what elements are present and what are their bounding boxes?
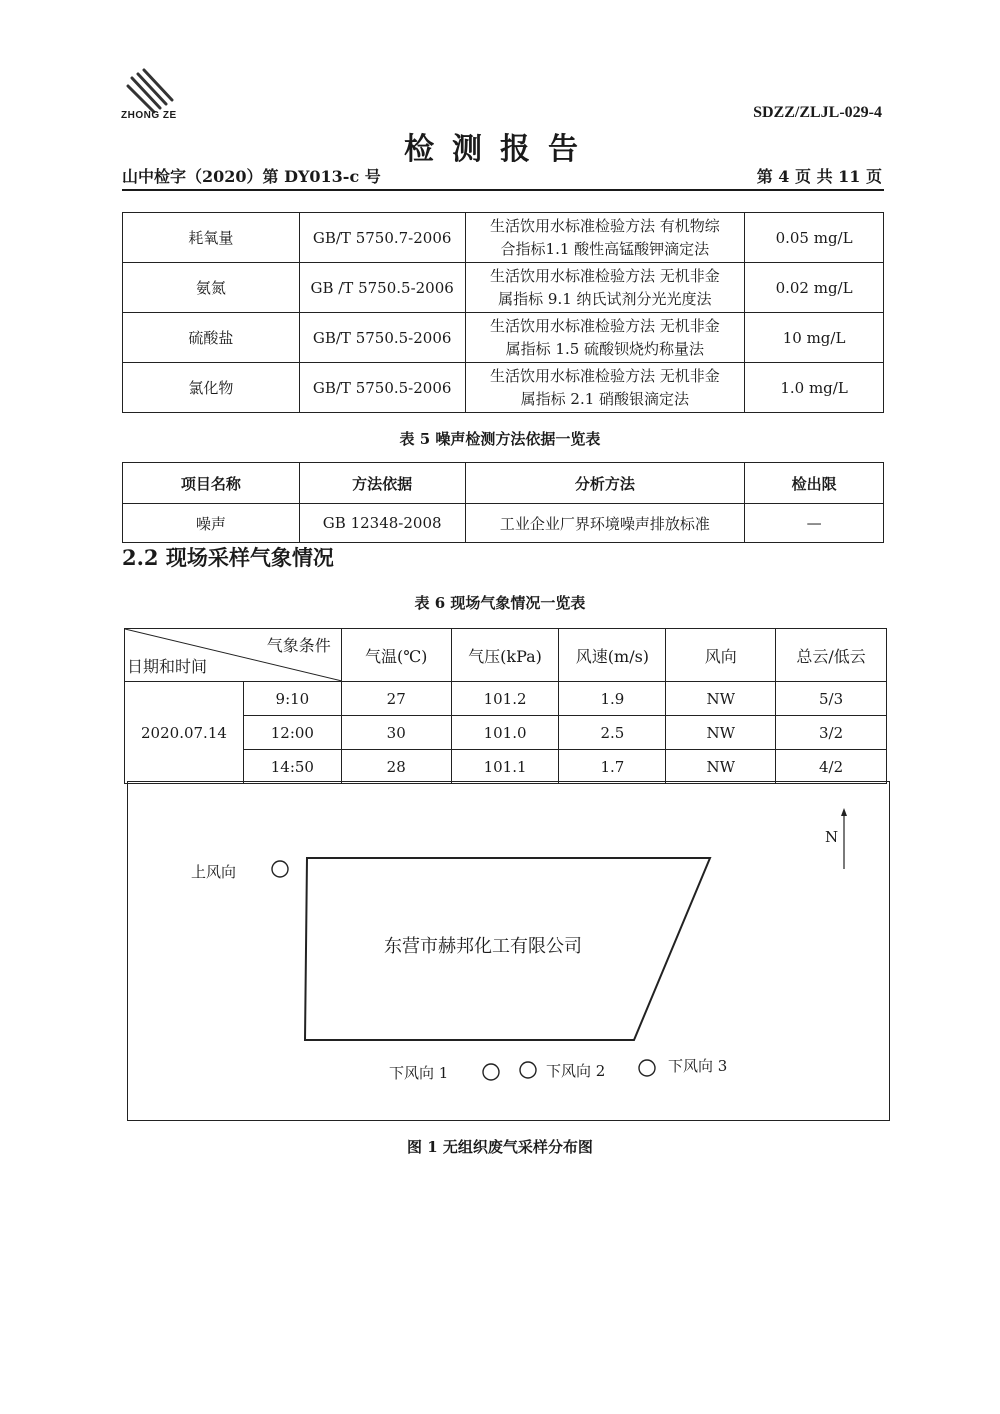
wind-dir-cell: NW [666, 750, 776, 784]
table-row [123, 363, 884, 413]
item-name: 硫酸盐 [123, 313, 300, 363]
header-wind-dir: 风向 [666, 629, 776, 682]
page-info: 第 4 页 共 11 页 [756, 167, 882, 186]
header-standard: 方法依据 [299, 463, 465, 504]
table6 [124, 628, 887, 784]
figure-caption: 图 1 无组织废气采样分布图 [407, 1138, 593, 1156]
company-label: 东营市赫邦化工有限公司 [384, 936, 582, 957]
north-arrowhead-icon [841, 808, 847, 816]
temp-cell: 27 [341, 682, 451, 716]
standard: GB /T 5750.5-2006 [299, 263, 465, 313]
detection-limit: 1.0 mg/L [745, 363, 884, 413]
upwind-label: 上风向 [191, 863, 237, 881]
temp-cell: 28 [341, 750, 451, 784]
document-code: SDZZ/ZLJL-029-4 [753, 104, 882, 121]
item-name: 氨氮 [123, 263, 300, 313]
detection-limit: — [745, 504, 884, 543]
header-pressure: 气压(kPa) [451, 629, 559, 682]
table-row [123, 263, 884, 313]
table6-caption: 表 6 现场气象情况一览表 [414, 594, 586, 612]
item-name: 噪声 [123, 504, 300, 543]
section-heading: 2.2 现场采样气象情况 [122, 545, 334, 570]
time-cell: 14:50 [243, 750, 341, 784]
date-cell: 2020.07.14 [125, 682, 244, 784]
wind-speed-cell: 1.9 [559, 682, 666, 716]
table-row [123, 213, 884, 263]
table5-caption: 表 5 噪声检测方法依据一览表 [399, 430, 601, 448]
table-header-row [123, 463, 884, 504]
north-label: N [825, 828, 839, 846]
header-rule [122, 189, 884, 191]
page-title: 检测报告 [404, 132, 596, 167]
table-row [123, 313, 884, 363]
detection-limit: 10 mg/L [745, 313, 884, 363]
table-row [125, 682, 887, 716]
cloud-cell: 3/2 [776, 716, 887, 750]
time-cell: 12:00 [243, 716, 341, 750]
diag-top-label: 气象条件 [266, 636, 331, 655]
downwind-point-1-icon [483, 1064, 499, 1080]
sampling-map [127, 781, 890, 1121]
method: 生活饮用水标准检验方法 无机非金 属指标 2.1 硝酸银滴定法 [465, 363, 745, 413]
header-limit: 检出限 [745, 463, 884, 504]
diag-bottom-label: 日期和时间 [127, 657, 208, 676]
standard: GB/T 5750.5-2006 [299, 313, 465, 363]
item-name: 耗氧量 [123, 213, 300, 263]
pressure-cell: 101.2 [451, 682, 559, 716]
method: 生活饮用水标准检验方法 有机物综 合指标1.1 酸性高锰酸钾滴定法 [465, 213, 745, 263]
report-number: 山中检字（2020）第 DY013-c 号 [122, 167, 381, 186]
table-header-row [125, 629, 887, 682]
method: 工业企业厂界环境噪声排放标准 [465, 504, 745, 543]
downwind-point-3-icon [639, 1060, 655, 1076]
header-method: 分析方法 [465, 463, 745, 504]
item-name: 氯化物 [123, 363, 300, 413]
wind-dir-cell: NW [666, 682, 776, 716]
method: 生活饮用水标准检验方法 无机非金 属指标 9.1 纳氏试剂分光光度法 [465, 263, 745, 313]
header-cloud: 总云/低云 [776, 629, 887, 682]
header-item: 项目名称 [123, 463, 300, 504]
methods-table [122, 212, 884, 413]
downwind-3-label: 下风向 3 [668, 1057, 728, 1075]
logo-text: ZHONG ZE [121, 110, 177, 121]
wind-dir-cell: NW [666, 716, 776, 750]
method: 生活饮用水标准检验方法 无机非金 属指标 1.5 硫酸钡烧灼称量法 [465, 313, 745, 363]
pressure-cell: 101.0 [451, 716, 559, 750]
time-cell: 9:10 [243, 682, 341, 716]
header-wind-speed: 风速(m/s) [559, 629, 666, 682]
standard: GB 12348-2008 [299, 504, 465, 543]
detection-limit: 0.02 mg/L [745, 263, 884, 313]
downwind-point-2-icon [520, 1062, 536, 1078]
temp-cell: 30 [341, 716, 451, 750]
downwind-1-label: 下风向 1 [389, 1064, 449, 1082]
standard: GB/T 5750.7-2006 [299, 213, 465, 263]
diagonal-header [125, 629, 342, 682]
upwind-point-icon [272, 861, 288, 877]
pressure-cell: 101.1 [451, 750, 559, 784]
detection-limit: 0.05 mg/L [745, 213, 884, 263]
wind-speed-cell: 1.7 [559, 750, 666, 784]
header-temp: 气温(℃) [341, 629, 451, 682]
standard: GB/T 5750.5-2006 [299, 363, 465, 413]
downwind-2-label: 下风向 2 [546, 1062, 606, 1080]
table-row [123, 504, 884, 543]
cloud-cell: 4/2 [776, 750, 887, 784]
cloud-cell: 5/3 [776, 682, 887, 716]
table5 [122, 462, 884, 543]
wind-speed-cell: 2.5 [559, 716, 666, 750]
